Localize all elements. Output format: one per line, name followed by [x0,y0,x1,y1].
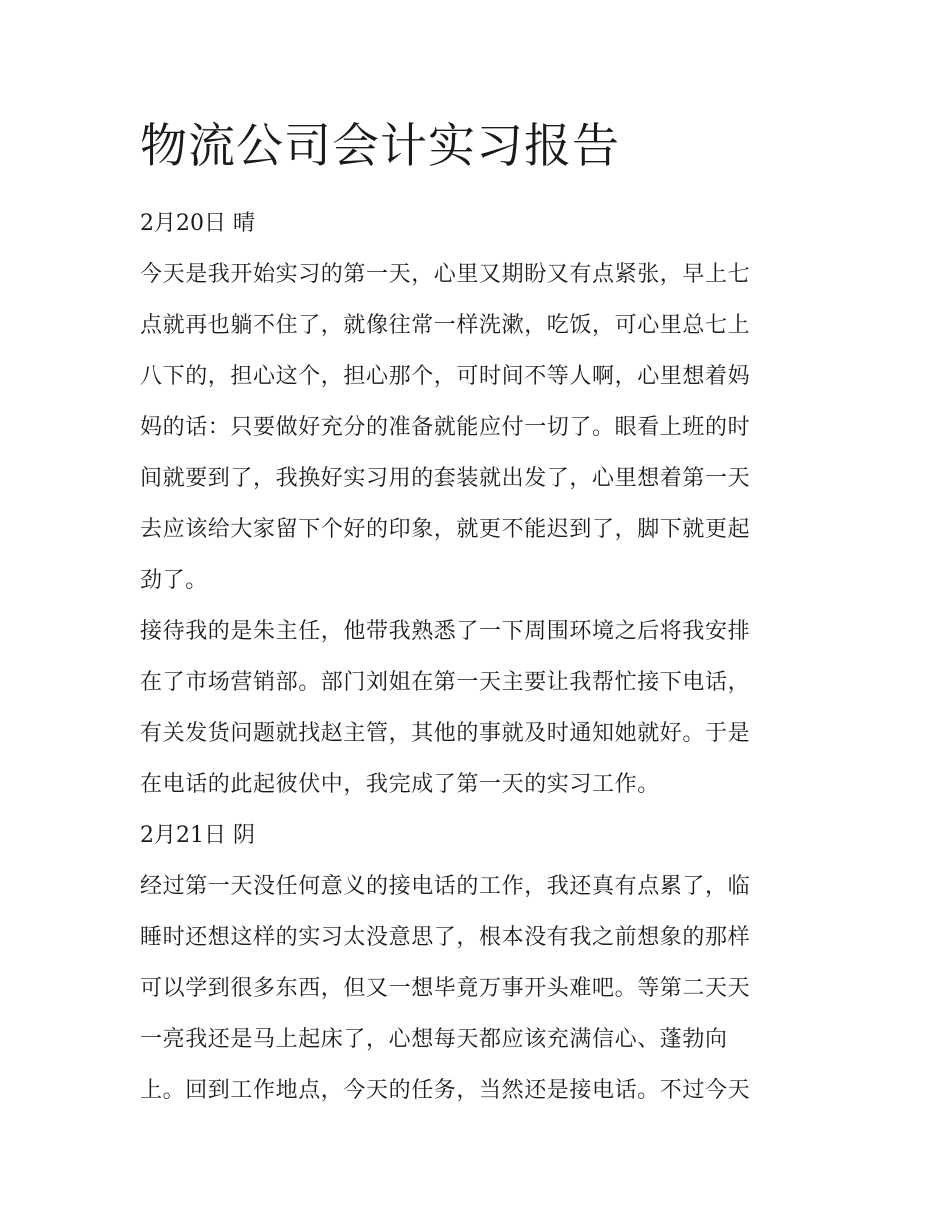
text-line: 八下的，担心这个，担心那个，可时间不等人啊，心里想着妈 [140,364,751,389]
text-line: 去应该给大家留下个好的印象，就更不能迟到了，脚下就更起 [140,517,751,542]
document-content [140,112,816,1116]
text-line: 一亮我还是马上起床了，心想每天都应该充满信心、蓬勃向 [140,1027,728,1052]
text-line: 在了市场营销部。部门刘姐在第一天主要让我帮忙接下电话， [140,670,751,695]
entry-date: 2月20日 晴 [140,211,255,236]
text-line: 经过第一天没任何意义的接电话的工作，我还真有点累了，临 [140,874,751,899]
text-line: 接待我的是朱主任，他带我熟悉了一下周围环境之后将我安排 [140,619,751,644]
text-line: 今天是我开始实习的第一天，心里又期盼又有点紧张，早上七 [140,262,751,287]
text-line: 睡时还想这样的实习太没意思了，根本没有我之前想象的那样 [140,925,751,950]
text-line: 有关发货问题就找赵主管，其他的事就及时通知她就好。于是 [140,721,751,746]
text-line: 劲了。 [140,568,208,593]
text-line: 可以学到很多东西，但又一想毕竟万事开头难吧。等第二天天 [140,976,751,1001]
text-line: 间就要到了，我换好实习用的套装就出发了，心里想着第一天 [140,466,751,491]
text-line: 点就再也躺不住了，就像往常一样洗漱，吃饭，可心里总七上 [140,313,751,338]
entry-date: 2月21日 阴 [140,823,255,848]
document-title: 物流公司会计实习报告 [140,119,620,174]
text-line: 在电话的此起彼伏中，我完成了第一天的实习工作。 [140,772,660,797]
text-line: 妈的话：只要做好充分的准备就能应付一切了。眼看上班的时 [140,415,751,440]
text-line: 上。回到工作地点，今天的任务，当然还是接电话。不过今天 [140,1078,751,1103]
paragraph [140,249,816,606]
paragraph [140,606,816,810]
paragraph [140,861,816,1116]
